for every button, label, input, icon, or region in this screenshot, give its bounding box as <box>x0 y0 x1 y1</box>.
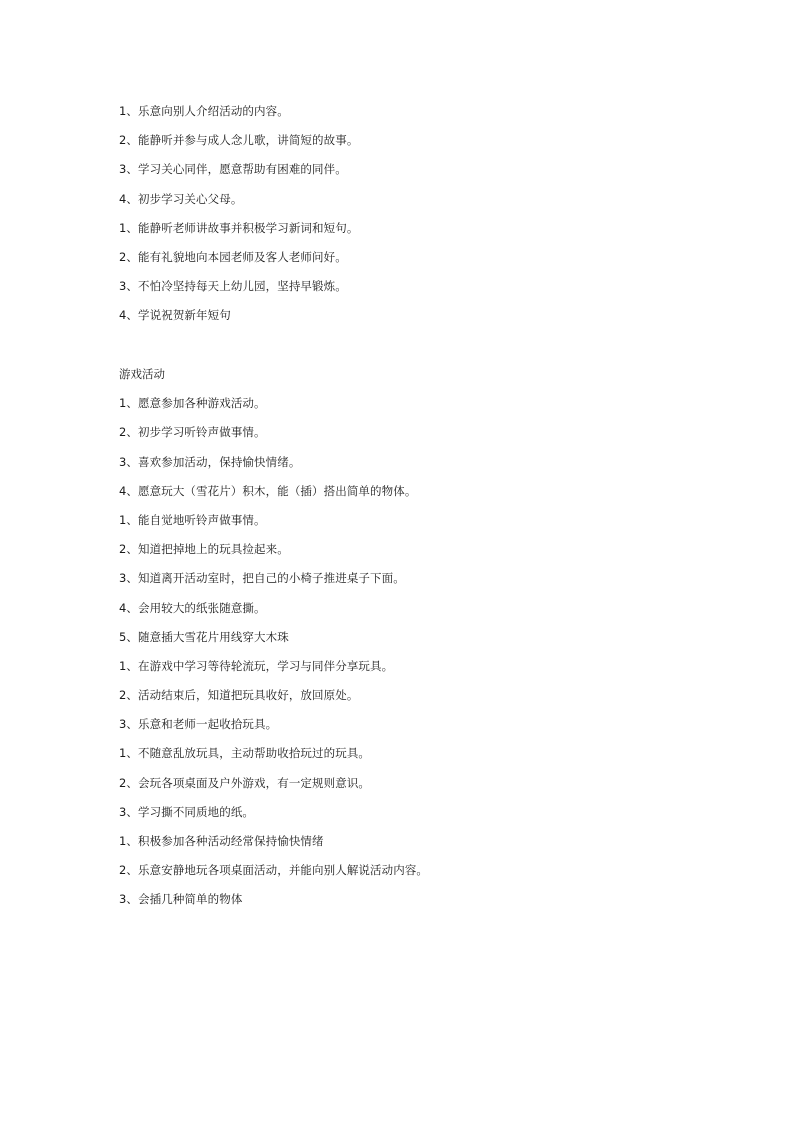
section-heading: 游戏活动 <box>119 367 165 381</box>
list-item: 2、会玩各项桌面及户外游戏，有一定规则意识。 <box>119 775 371 790</box>
list-item: 3、学习撕不同质地的纸。 <box>119 804 255 819</box>
list-item: 3、喜欢参加活动，保持愉快情绪。 <box>119 454 301 469</box>
list-item: 2、知道把掉地上的玩具捡起来。 <box>119 542 289 557</box>
list-item: 2、初步学习听铃声做事情。 <box>119 425 266 440</box>
list-item: 4、愿意玩大（雪花片）积木，能（插）搭出简单的物体。 <box>119 483 417 498</box>
list-item: 1、乐意向别人介绍活动的内容。 <box>119 104 289 118</box>
list-item: 4、学说祝贺新年短句 <box>119 308 231 323</box>
list-item: 1、积极参加各种活动经常保持愉快情绪 <box>119 834 324 848</box>
list-item: 2、能静听并参与成人念儿歌，讲简短的故事。 <box>119 133 359 148</box>
list-item: 3、学习关心同伴，愿意帮助有困难的同伴。 <box>119 162 347 177</box>
section-game-activities <box>119 366 719 921</box>
list-item: 2、活动结束后，知道把玩具收好，放回原处。 <box>119 688 359 703</box>
list-item: 1、不随意乱放玩具，主动帮助收拾玩过的玩具。 <box>119 746 371 761</box>
list-item: 1、能静听老师讲故事并积极学习新词和短句。 <box>119 220 359 235</box>
list-item: 4、会用较大的纸张随意撕。 <box>119 600 266 615</box>
list-item: 1、在游戏中学习等待轮流玩，学习与同伴分享玩具。 <box>119 658 394 673</box>
list-item: 3、不怕冷坚持每天上幼儿园，坚持早锻炼。 <box>119 279 347 294</box>
list-item: 2、能有礼貌地向本园老师及客人老师问好。 <box>119 249 347 264</box>
list-item: 1、愿意参加各种游戏活动。 <box>119 396 266 411</box>
list-item: 3、乐意和老师一起收拾玩具。 <box>119 717 278 732</box>
list-item: 5、随意插大雪花片用线穿大木珠 <box>119 629 289 644</box>
list-item: 3、知道离开活动室时，把自己的小椅子推进桌子下面。 <box>119 571 405 586</box>
list-item: 1、能自觉地听铃声做事情。 <box>119 512 266 527</box>
section-language-goals <box>119 103 719 337</box>
list-item: 4、初步学习关心父母。 <box>119 191 243 206</box>
list-item: 3、会插几种简单的物体 <box>119 892 243 907</box>
list-item: 2、乐意安静地玩各项桌面活动，并能向别人解说活动内容。 <box>119 863 429 878</box>
